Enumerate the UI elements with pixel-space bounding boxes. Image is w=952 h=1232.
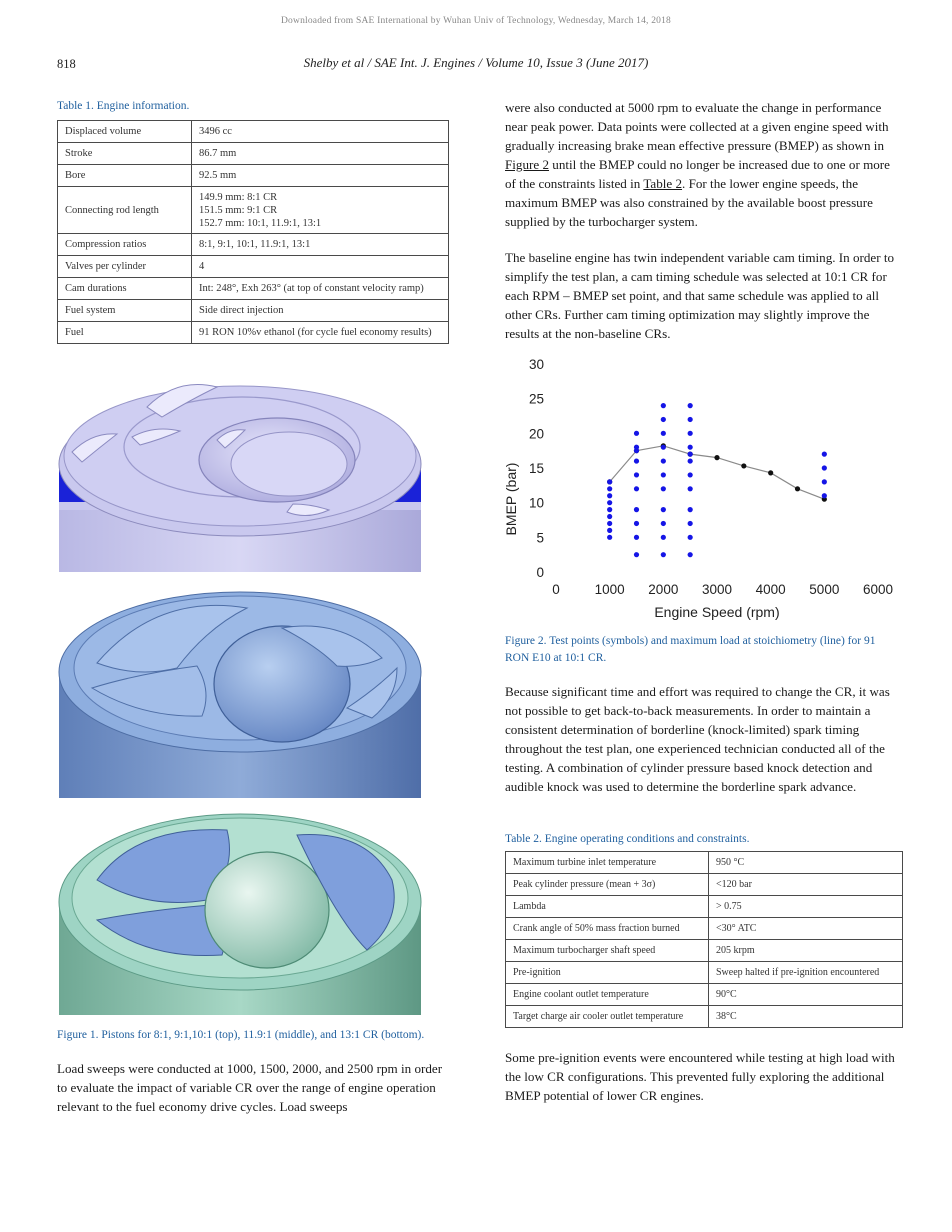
piston-bottom xyxy=(59,814,421,1015)
table-cell-value: 90°C xyxy=(709,984,903,1006)
engine-info-table xyxy=(57,120,449,344)
figure2-caption: Figure 2. Test points (symbols) and maximum load at stoichiometry (line) for 91 RON E10 at 10:1 CR. xyxy=(505,635,876,664)
chart-test-point xyxy=(661,521,666,526)
table-row xyxy=(58,256,449,278)
table-row xyxy=(506,918,903,940)
table-row xyxy=(58,187,449,234)
chart-test-point xyxy=(607,521,612,526)
chart-y-tick-label: 20 xyxy=(528,426,544,442)
chart-x-tick-label: 1000 xyxy=(594,582,625,597)
rod-length-line: 152.7 mm: 10:1, 11.9:1, 13:1 xyxy=(199,217,322,229)
chart-test-point xyxy=(661,507,666,512)
chart-y-tick-label: 10 xyxy=(528,495,544,511)
table-cell-value: 86.7 mm xyxy=(192,143,449,165)
chart-max-load-line xyxy=(610,446,825,499)
table2-caption: Table 2. Engine operating conditions and constraints. xyxy=(505,833,750,845)
figure2-link[interactable]: Figure 2 xyxy=(505,157,550,172)
table-cell-value: Int: 248°, Exh 263° (at top of constant velocity ramp) xyxy=(192,278,449,300)
chart-y-axis-label: BMEP (bar) xyxy=(503,462,519,536)
paragraph-text: The baseline engine has twin independent variable cam timing. In order to simplify the test plan, a cam timing schedule was selected at 10:1 CR for each RPM – BMEP set point, and that same schedule was applied to all other CRs. Further cam timing optimization may slightly improve the results at the non-baseline CRs. xyxy=(505,250,895,341)
chart-y-tick-label: 5 xyxy=(536,530,544,546)
chart-test-point xyxy=(607,479,612,484)
table-row xyxy=(506,962,903,984)
table-cell-value: <30° ATC xyxy=(709,918,903,940)
chart-test-point xyxy=(634,445,639,450)
chart-max-load-point xyxy=(795,486,800,491)
table-row xyxy=(506,1006,903,1028)
chart-x-tick-label: 3000 xyxy=(701,582,733,597)
table-cell-value xyxy=(192,187,449,234)
chart-y-tick-label: 30 xyxy=(528,357,544,372)
table-cell-value: 4 xyxy=(192,256,449,278)
chart-x-tick-label: 0 xyxy=(552,582,560,597)
chart-test-point xyxy=(688,552,693,557)
table-cell-label: Maximum turbocharger shaft speed xyxy=(506,940,709,962)
chart-test-point xyxy=(661,403,666,408)
table-row xyxy=(506,940,903,962)
chart-test-point xyxy=(661,486,666,491)
chart-test-point xyxy=(688,472,693,477)
chart-test-point xyxy=(634,521,639,526)
table-cell-label: Bore xyxy=(58,165,192,187)
chart-max-load-point xyxy=(768,470,773,475)
table-cell-label: Lambda xyxy=(506,896,709,918)
chart-test-point xyxy=(607,486,612,491)
chart-test-point xyxy=(634,431,639,436)
figure1-caption: Figure 1. Pistons for 8:1, 9:1,10:1 (top), 11.9:1 (middle), and 13:1 CR (bottom). xyxy=(57,1029,425,1041)
rod-length-line: 149.9 mm: 8:1 CR xyxy=(199,191,278,203)
figure1-pistons xyxy=(57,352,423,1017)
paragraph-text: Load sweeps were conducted at 1000, 1500, 2000, and 2500 rpm in order to evaluate the impact of variable CR over the range of engine operation relevant to the fuel economy drive cycles. Load sweeps xyxy=(57,1061,443,1114)
right-paragraph-2 xyxy=(505,248,897,343)
chart-x-tick-label: 6000 xyxy=(862,582,894,597)
chart-x-tick-label: 2000 xyxy=(648,582,679,597)
chart-test-point xyxy=(607,514,612,519)
table1-caption: Table 1. Engine information. xyxy=(57,100,190,112)
table-cell-value: 92.5 mm xyxy=(192,165,449,187)
chart-test-point xyxy=(688,452,693,457)
chart-test-point xyxy=(634,458,639,463)
para-segment: were also conducted at 5000 rpm to evaluate the change in performance near peak power. Data points were collected at a given engine speed with gradually increasing brake mean effective pressure (BMEP) as shown in xyxy=(505,100,889,153)
table-cell-value: 91 RON 10%v ethanol (for cycle fuel economy results) xyxy=(192,322,449,344)
table-row xyxy=(506,896,903,918)
piston-top xyxy=(59,385,421,573)
table-cell-label: Fuel xyxy=(58,322,192,344)
chart-max-load-point xyxy=(714,455,719,460)
table-row xyxy=(58,121,449,143)
chart-test-point xyxy=(661,445,666,450)
chart-test-point xyxy=(822,493,827,498)
chart-test-point xyxy=(688,458,693,463)
chart-test-point xyxy=(661,472,666,477)
chart-test-point xyxy=(634,472,639,477)
table-row xyxy=(506,874,903,896)
chart-y-tick-label: 15 xyxy=(528,461,544,476)
table-row xyxy=(506,852,903,874)
table-cell-value: 3496 cc xyxy=(192,121,449,143)
table-cell-label: Maximum turbine inlet temperature xyxy=(506,852,709,874)
chart-test-point xyxy=(661,552,666,557)
paragraph-text xyxy=(505,98,897,231)
table-row xyxy=(58,300,449,322)
table-row xyxy=(58,278,449,300)
table2-link[interactable]: Table 2 xyxy=(643,176,683,191)
table-cell-value: > 0.75 xyxy=(709,896,903,918)
piston-middle xyxy=(59,592,421,798)
chart-test-point xyxy=(688,507,693,512)
chart-test-point xyxy=(688,403,693,408)
chart-test-point xyxy=(688,417,693,422)
chart-test-point xyxy=(607,535,612,540)
chart-test-point xyxy=(634,552,639,557)
table-row xyxy=(58,322,449,344)
table-cell-label: Pre-ignition xyxy=(506,962,709,984)
table-cell-label: Stroke xyxy=(58,143,192,165)
table-row xyxy=(506,984,903,1006)
table-row xyxy=(58,143,449,165)
table-row xyxy=(58,234,449,256)
table-cell-label: Engine coolant outlet temperature xyxy=(506,984,709,1006)
chart-y-tick-label: 0 xyxy=(536,565,544,580)
table-cell-value: 950 °C xyxy=(709,852,903,874)
chart-test-point xyxy=(688,535,693,540)
chart-x-axis-label: Engine Speed (rpm) xyxy=(654,604,780,620)
table-cell-value: <120 bar xyxy=(709,874,903,896)
chart-test-point xyxy=(607,493,612,498)
page-number: 818 xyxy=(57,57,76,71)
download-notice: Downloaded from SAE International by Wuhan Univ of Technology, Wednesday, March 14, 2018 xyxy=(281,16,671,26)
table-cell-value: Sweep halted if pre-ignition encountered xyxy=(709,962,903,984)
para-segment: until the BMEP could no longer be increased due to one or more of the constraints listed in xyxy=(505,157,890,191)
table-cell-label: Peak cylinder pressure (mean + 3σ) xyxy=(506,874,709,896)
figure2-chart xyxy=(498,352,898,627)
chart-test-point xyxy=(688,445,693,450)
paragraph-text: Some pre-ignition events were encountered while testing at high load with the low CR configurations. This prevented fully exploring the additional BMEP potential of lower CR engines. xyxy=(505,1050,895,1103)
chart-test-point xyxy=(688,431,693,436)
chart-test-point xyxy=(661,458,666,463)
table-cell-label: Displaced volume xyxy=(58,121,192,143)
table-cell-label: Cam durations xyxy=(58,278,192,300)
chart-test-point xyxy=(688,486,693,491)
table-cell-label: Target charge air cooler outlet temperature xyxy=(506,1006,709,1028)
table-cell-value: 8:1, 9:1, 10:1, 11.9:1, 13:1 xyxy=(192,234,449,256)
right-paragraph-1 xyxy=(505,98,897,231)
table-cell-value: 38°C xyxy=(709,1006,903,1028)
chart-test-point xyxy=(661,535,666,540)
right-paragraph-3 xyxy=(505,682,897,796)
chart-max-load-point xyxy=(741,463,746,468)
operating-conditions-table xyxy=(505,851,903,1028)
running-head: Shelby et al / SAE Int. J. Engines / Volume 10, Issue 3 (June 2017) xyxy=(303,55,649,70)
right-paragraph-4 xyxy=(505,1048,897,1105)
table-cell-label: Fuel system xyxy=(58,300,192,322)
chart-x-tick-label: 5000 xyxy=(809,582,840,597)
chart-test-point xyxy=(822,465,827,470)
chart-test-point xyxy=(634,486,639,491)
chart-test-point xyxy=(607,500,612,505)
left-paragraph xyxy=(57,1059,449,1116)
chart-y-tick-label: 25 xyxy=(528,391,544,407)
chart-test-point xyxy=(822,479,827,484)
table-cell-value: 205 krpm xyxy=(709,940,903,962)
table-cell-value: Side direct injection xyxy=(192,300,449,322)
table-cell-label: Crank angle of 50% mass fraction burned xyxy=(506,918,709,940)
table-cell-label: Connecting rod length xyxy=(58,187,192,234)
rod-length-line: 151.5 mm: 9:1 CR xyxy=(199,204,278,216)
chart-test-point xyxy=(607,528,612,533)
chart-test-point xyxy=(688,521,693,526)
para-segment: . For the lower engine speeds, the maximum BMEP was also constrained by the available boost pressure supplied by the turbocharger system. xyxy=(505,176,873,229)
paragraph-text: Because significant time and effort was required to change the CR, it was not possible to get back-to-back measurements. In order to maintain a consistent determination of borderline (knock-limited) spark timing throughout the test plan, one experienced technician conducted all of the testing. A combination of cylinder pressure based knock detection and audible knock was used to determine the borderline spark advance. xyxy=(505,684,890,794)
chart-test-point xyxy=(661,431,666,436)
table-cell-label: Compression ratios xyxy=(58,234,192,256)
chart-test-point xyxy=(634,507,639,512)
chart-test-point xyxy=(822,452,827,457)
chart-test-point xyxy=(634,535,639,540)
table-cell-label: Valves per cylinder xyxy=(58,256,192,278)
table-row xyxy=(58,165,449,187)
chart-test-point xyxy=(607,507,612,512)
chart-x-tick-label: 4000 xyxy=(755,582,786,597)
chart-test-point xyxy=(661,417,666,422)
